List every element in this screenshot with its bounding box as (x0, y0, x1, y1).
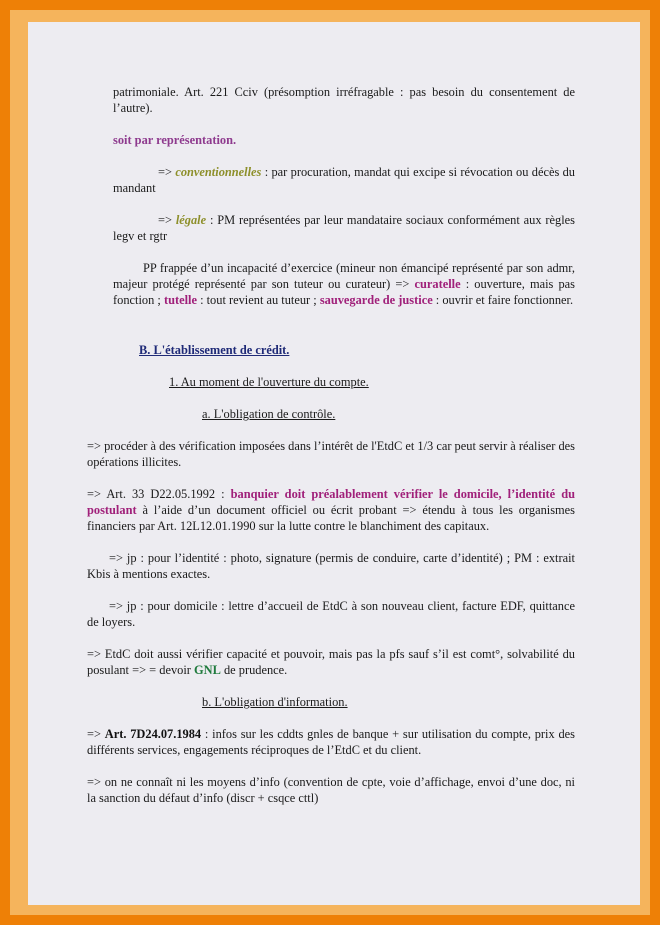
spacer (87, 758, 575, 774)
paragraph-on-ne-connait: => on ne connaît ni les moyens d’info (convention de cpte, voie d’affichage, envoi d’une doc, ni la sanction du défaut d’info (discr + csqce cttl) (87, 775, 575, 805)
paragraph-etdc-capacite-pouvoir (87, 646, 575, 678)
art33-bold-phrase: banquier doit préalablement vérifier le domicile, l’identité du postulant (87, 487, 575, 517)
spacer (87, 148, 575, 164)
paragraph-jp-identite: => jp : pour l’identité : photo, signature (permis de conduire, carte d’identité) ; PM : extrait Kbis à mentions exactes. (87, 551, 575, 581)
paragraph-conventionnelles (87, 164, 575, 196)
pp-frappee-part2: : ouverture, mais pas fonction ; (113, 277, 575, 307)
paragraph-legale (87, 212, 575, 244)
spacer (87, 358, 575, 374)
conventionnelles-rest: : par procuration, mandat qui excipe si révocation ou décès du mandant (113, 165, 575, 195)
spacer (87, 678, 575, 694)
spacer (87, 196, 575, 212)
paragraph-jp-domicile: => jp : pour domicile : lettre d’accueil de EtdC à son nouveau client, facture EDF, quittance de loyers. (87, 599, 575, 629)
legale-term: légale (175, 213, 207, 227)
heading-b-obligation-information: b. L'obligation d'information. (202, 695, 348, 709)
paragraph-pp-frappee (87, 260, 575, 308)
spacer (87, 244, 575, 260)
patrimoniale-line1: patrimoniale. Art. 221 Cciv (présomption irréfragable : pas besoin du (113, 85, 483, 99)
art7d-part2: : infos sur les cddts gnles de banque + sur utilisation du compte, prix des différents services, engagements réciproques de l’EtdC et du client. (87, 727, 576, 757)
art7d-bold-reference: Art. 7D24.07.1984 (104, 727, 202, 741)
spacer (87, 390, 575, 406)
term-tutelle: tutelle (163, 293, 197, 307)
soit-par-representation-text: soit par représentation. (113, 133, 237, 147)
term-curatelle: curatelle (414, 277, 461, 291)
paragraph-art33 (87, 486, 575, 534)
legale-arrow: => (158, 213, 172, 227)
art33-part1: => Art. 33 D22.05.1992 : (87, 487, 231, 501)
spacer (87, 470, 575, 486)
conventionnelles-arrow: => (158, 165, 172, 179)
spacer (87, 710, 575, 726)
pp-frappee-part1: PP frappée d’un incapacité d’exercice (mineur non émancipé représenté par son admr, majeur protégé représenté par son tuteur ou curateur) => (113, 261, 575, 291)
spacer (87, 582, 575, 598)
document-body (87, 84, 575, 806)
etdc-capacite-part2: de prudence. (220, 663, 288, 677)
etdc-capacite-part1: => EtdC doit aussi vérifier capacité et pouvoir, mais pas la pfs sauf s’il est comt°, solvabilité du posulant => = devoir (87, 647, 575, 677)
pp-frappee-part3: : tout revient au tuteur ; (196, 293, 320, 307)
spacer (87, 422, 575, 438)
heading-a-obligation-de-controle: a. L'obligation de contrôle. (202, 407, 336, 421)
legale-rest: : PM représentées par leur mandataire sociaux conformément aux règles legv et rgtr (113, 213, 575, 243)
spacer (87, 534, 575, 550)
paragraph-proceder-verifications: => procéder à des vérification imposées dans l’intérêt de l'EtdC et 1/3 car peut servir à réaliser des opérations illicites. (87, 439, 575, 469)
heading-b-etablissement-de-credit: B. L'établissement de crédit. (139, 343, 290, 357)
pp-frappee-part4: : ouvrir et faire fonctionner. (432, 293, 574, 307)
spacer (87, 630, 575, 646)
spacer (87, 116, 575, 132)
paragraph-art7d (87, 726, 575, 758)
art33-part2: à l’aide d’un document officiel ou écrit probant => étendu à tous les organismes financiers par Art. 12L12.01.1990 sur la lutte contre le blanchiment des capitaux. (87, 503, 575, 533)
paragraph-patrimoniale (87, 84, 575, 116)
spacer (87, 308, 575, 342)
patrimoniale-line2: consentement de l’autre). (113, 85, 575, 115)
art7d-part1: => (87, 727, 105, 741)
conventionnelles-term: conventionnelles (175, 165, 262, 179)
heading-soit-par-representation (87, 132, 575, 148)
term-sauvegarde-de-justice: sauvegarde de justice (319, 293, 433, 307)
document-sheet (28, 22, 640, 905)
term-gnl: GNL (194, 663, 221, 677)
heading-1-au-moment-ouverture-compte: 1. Au moment de l'ouverture du compte. (169, 375, 369, 389)
